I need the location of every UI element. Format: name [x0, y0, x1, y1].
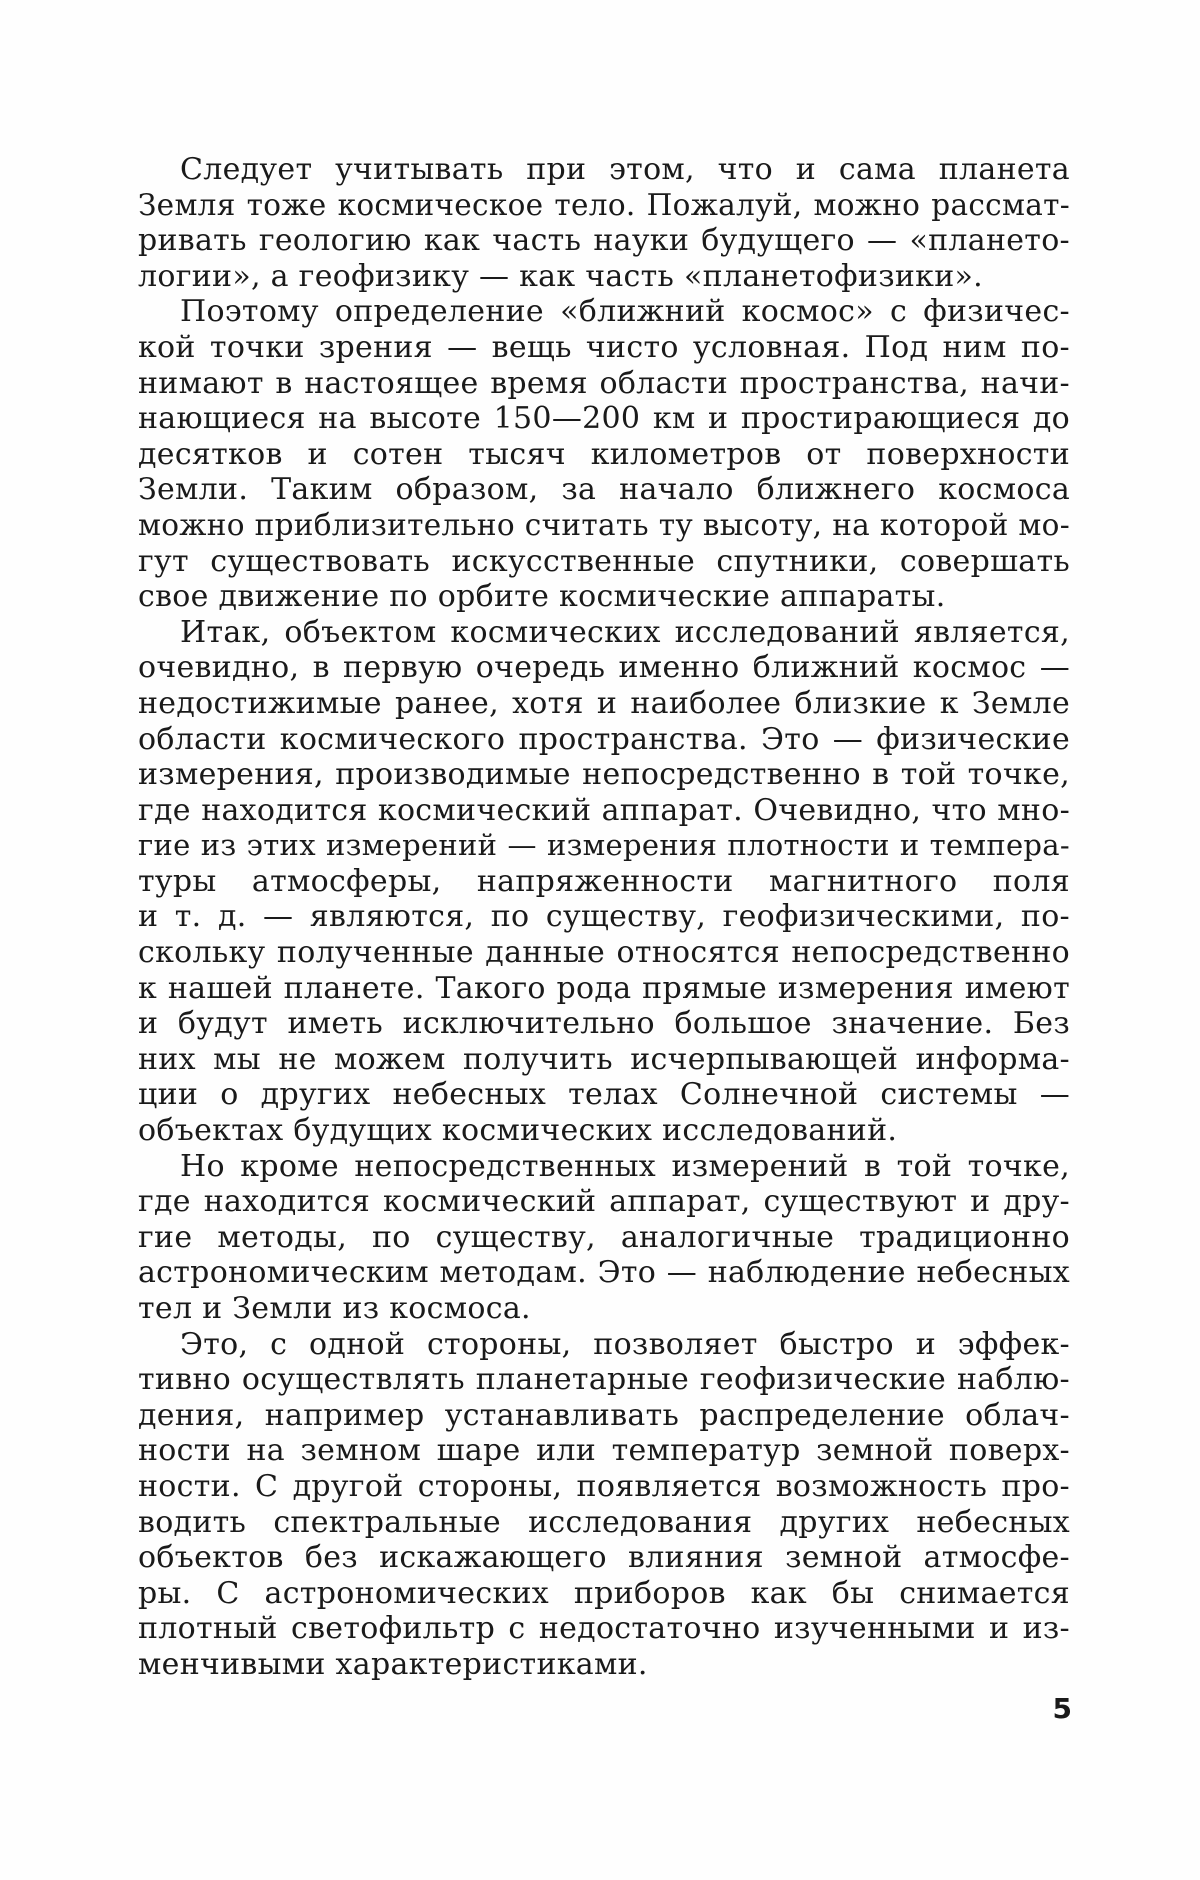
text-line: тел и Земли из космоса.	[138, 1291, 1070, 1327]
text-line: гие методы, по существу, аналогичные традиционно	[138, 1220, 1070, 1256]
text-line: свое движение по орбите космические аппараты.	[138, 579, 1070, 615]
text-line: водить спектральные исследования других небесных	[138, 1505, 1070, 1541]
text-line: ривать геологию как часть науки будущего — «плането-	[138, 223, 1070, 259]
text-line: к нашей планете. Такого рода прямые измерения имеют	[138, 971, 1070, 1007]
text-line: кой точки зрения — вещь чисто условная. Под ним по-	[138, 330, 1070, 366]
text-line: гие из этих измерений — измерения плотности и темпера-	[138, 828, 1070, 864]
text-line: гут существовать искусственные спутники, совершать	[138, 544, 1070, 580]
text-line: менчивыми характеристиками.	[138, 1647, 1070, 1683]
paragraph	[138, 152, 1070, 294]
paragraph	[138, 1149, 1070, 1327]
text-line: них мы не можем получить исчерпывающей информа-	[138, 1042, 1070, 1078]
text-line: Земля тоже космическое тело. Пожалуй, можно рассмат-	[138, 188, 1070, 224]
text-line: можно приблизительно считать ту высоту, на которой мо-	[138, 508, 1070, 544]
paragraph	[138, 294, 1070, 614]
text-line: астрономическим методам. Это — наблюдение небесных	[138, 1255, 1070, 1291]
text-line: Поэтому определение «ближний космос» с физичес-	[138, 294, 1070, 330]
text-line: логии», а геофизику — как часть «планетофизики».	[138, 259, 1070, 295]
text-line: очевидно, в первую очередь именно ближний космос —	[138, 650, 1070, 686]
text-line: ры. С астрономических приборов как бы снимается	[138, 1576, 1070, 1612]
text-line: где находится космический аппарат. Очевидно, что мно-	[138, 793, 1070, 829]
text-line: туры атмосферы, напряженности магнитного поля	[138, 864, 1070, 900]
paragraph	[138, 1327, 1070, 1683]
text-line: измерения, производимые непосредственно в той точке,	[138, 757, 1070, 793]
text-line: десятков и сотен тысяч километров от поверхности	[138, 437, 1070, 473]
text-line: тивно осуществлять планетарные геофизические наблю-	[138, 1362, 1070, 1398]
text-line: нающиеся на высоте 150—200 км и простирающиеся до	[138, 401, 1070, 437]
text-line: скольку полученные данные относятся непосредственно	[138, 935, 1070, 971]
text-line: где находится космический аппарат, существуют и дру-	[138, 1184, 1070, 1220]
book-page	[0, 0, 1200, 1880]
text-line: и т. д. — являются, по существу, геофизическими, по-	[138, 899, 1070, 935]
text-line: Итак, объектом космических исследований является,	[138, 615, 1070, 651]
text-line: и будут иметь исключительно большое значение. Без	[138, 1006, 1070, 1042]
text-line: области космического пространства. Это — физические	[138, 722, 1070, 758]
text-line: Земли. Таким образом, за начало ближнего космоса	[138, 472, 1070, 508]
text-line: ности. С другой стороны, появляется возможность про-	[138, 1469, 1070, 1505]
text-line: объектов без искажающего влияния земной атмосфе-	[138, 1540, 1070, 1576]
text-line: ности на земном шаре или температур земной поверх-	[138, 1433, 1070, 1469]
page-number: 5	[1053, 1692, 1072, 1725]
text-line: Но кроме непосредственных измерений в той точке,	[138, 1149, 1070, 1185]
text-line: Это, с одной стороны, позволяет быстро и эффек-	[138, 1327, 1070, 1363]
text-line: объектах будущих космических исследований.	[138, 1113, 1070, 1149]
paragraph	[138, 615, 1070, 1149]
body-text	[138, 152, 1070, 1683]
text-line: дения, например устанавливать распределение облач-	[138, 1398, 1070, 1434]
text-line: нимают в настоящее время области пространства, начи-	[138, 366, 1070, 402]
text-line: плотный светофильтр с недостаточно изученными и из-	[138, 1611, 1070, 1647]
text-line: Следует учитывать при этом, что и сама планета	[138, 152, 1070, 188]
text-line: недостижимые ранее, хотя и наиболее близкие к Земле	[138, 686, 1070, 722]
text-line: ции о других небесных телах Солнечной системы —	[138, 1077, 1070, 1113]
